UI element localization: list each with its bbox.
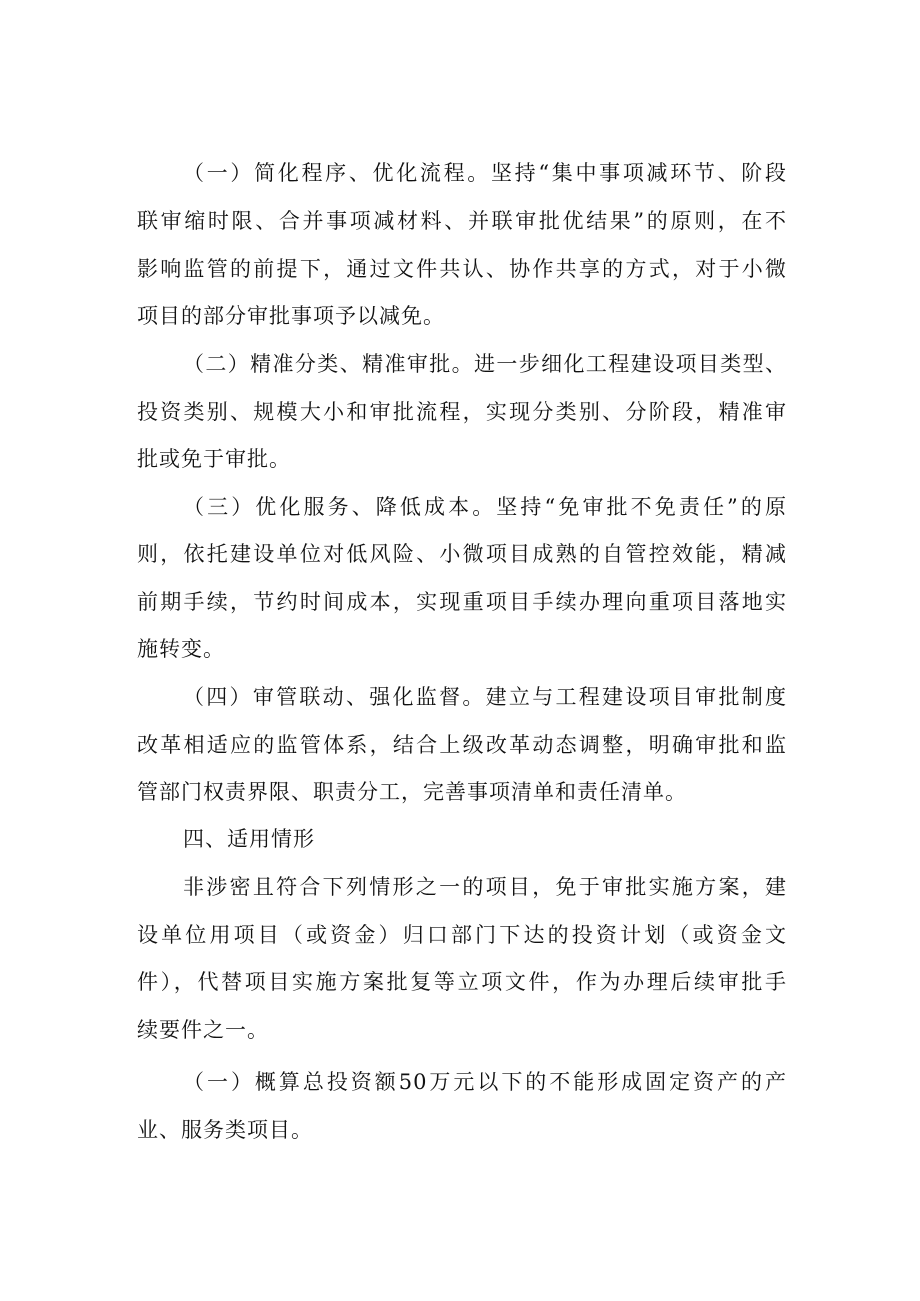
- paragraph-2-line-3: 批或免于审批。: [137, 447, 291, 471]
- paragraph-4-line-1: （四）审管联动、强化监督。建立与工程建设项目审批制度: [183, 685, 787, 709]
- paragraph-2-line-2: 投资类别、规模大小和审批流程，实现分类别、分阶段，精准审: [137, 400, 787, 424]
- paragraph-1-line-1: （一）简化程序、优化流程。坚持“集中事项减环节、阶段: [183, 161, 787, 185]
- paragraph-1-line-4: 项目的部分审批事项予以减免。: [137, 304, 445, 328]
- paragraph-2-line-1: （二）精准分类、精准审批。进一步细化工程建设项目类型、: [183, 352, 787, 376]
- paragraph-3-line-2: 则，依托建设单位对低风险、小微项目成熟的自管控效能，精减: [137, 542, 787, 566]
- paragraph-3-line-3: 前期手续，节约时间成本，实现重项目手续办理向重项目落地实: [137, 590, 787, 614]
- paragraph-6-line-3: 件），代替项目实施方案批复等立项文件，作为办理后续审批手: [137, 970, 787, 994]
- paragraph-6-line-4: 续要件之一。: [137, 1018, 269, 1042]
- paragraph-4-line-2: 改革相适应的监管体系，结合上级改革动态调整，明确审批和监: [137, 733, 787, 757]
- paragraph-7-line-1: （一）概算总投资额50万元以下的不能形成固定资产的产: [183, 1070, 787, 1094]
- section-heading: 四、适用情形: [183, 827, 315, 851]
- paragraph-1-line-2: 联审缩时限、合并事项减材料、并联审批优结果”的原则，在不: [137, 209, 787, 233]
- paragraph-7-line-2: 业、服务类项目。: [137, 1118, 313, 1142]
- paragraph-4-line-3: 管部门权责界限、职责分工，完善事项清单和责任清单。: [137, 780, 687, 804]
- paragraph-1-line-3: 影响监管的前提下，通过文件共认、协作共享的方式，对于小微: [137, 257, 787, 281]
- paragraph-3-line-4: 施转变。: [137, 637, 225, 661]
- paragraph-6-line-1: 非涉密且符合下列情形之一的项目，免于审批实施方案，建: [183, 875, 787, 899]
- paragraph-6-line-2: 设单位用项目（或资金）归口部门下达的投资计划（或资金文: [137, 923, 787, 947]
- paragraph-3-line-1: （三）优化服务、降低成本。坚持“免审批不免责任”的原: [183, 495, 787, 519]
